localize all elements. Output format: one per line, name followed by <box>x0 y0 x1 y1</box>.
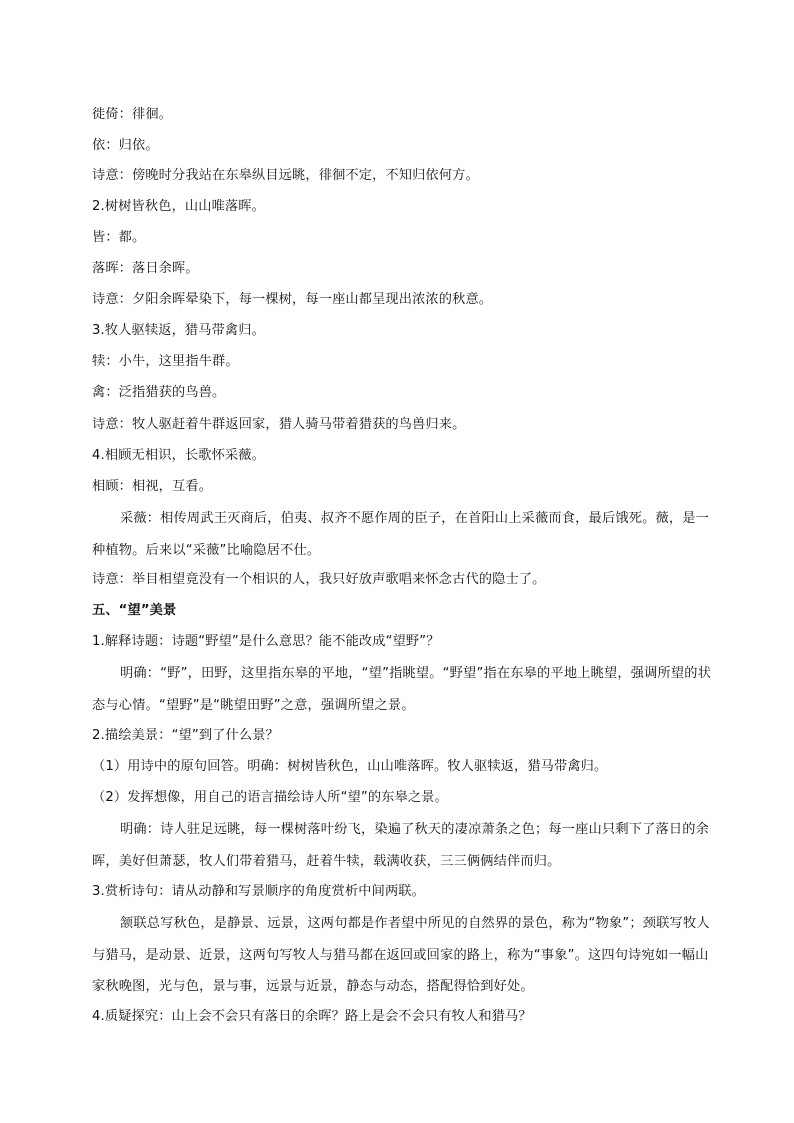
answer-1: 明确：“野”，田野，这里指东皋的平地，“望”指眺望。“野望”指在东皋的平地上眺望，强调所望的状态与心情。“望野”是“眺望田野”之意，强调所望之景。 <box>92 666 712 713</box>
section-heading: 五、“望”美景 <box>92 603 177 618</box>
note-caiwei: 采薇：相传周武王灭商后，伯夷、叔齐不愿作周的臣子，在首阳山上采薇而食，最后饿死。薇，是一种植物。后来以“采薇”比喻隐居不仕。 <box>92 511 710 558</box>
question-1: 1.解释诗题：诗题“野望”是什么意思？能不能改成“望野”？ <box>92 634 440 649</box>
answer-3: 颔联总写秋色，是静景、远景，这两句都是作者望中所见的自然界的景色，称为“物象”；颈联写牧人与猎马，是动景、近景，这两句写牧人与猎马都在返回或回家的路上，称为“事象”。这四句诗宛如一幅山家秋晚图，光与色，景与事，远景与近景，静态与动态，搭配得恰到好处。 <box>92 916 710 994</box>
note-xianggu: 相顾：相视，互看。 <box>92 479 213 494</box>
question-2: 2.描绘美景：“望”到了什么景？ <box>92 728 279 743</box>
note-jie: 皆：都。 <box>92 230 146 245</box>
question-4: 4.质疑探究：山上会不会只有落日的余晖？路上是会不会只有牧人和猎马？ <box>92 1009 532 1024</box>
note-yi: 依：归依。 <box>92 138 159 153</box>
note-du: 犊：小牛，这里指牛群。 <box>92 354 239 369</box>
note-luohui: 落晖：落日余晖。 <box>92 261 199 276</box>
question-3: 3.赏析诗句：请从动静和写景顺序的角度赏析中间两联。 <box>92 884 425 899</box>
verse-3: 3.牧人驱犊返，猎马带禽归。 <box>92 323 265 338</box>
poem-meaning-3: 诗意：牧人驱赶着牛群返回家，猎人骑马带着猎获的鸟兽归来。 <box>92 417 466 432</box>
question-2-part-2: （2）发挥想像，用自己的语言描绘诗人所“望”的东皋之景。 <box>92 790 448 805</box>
verse-4: 4.相顾无相识，长歌怀采薇。 <box>92 448 265 463</box>
note-xiyi: 徙倚：徘徊。 <box>92 107 173 122</box>
poem-meaning-4: 诗意：举目相望竟没有一个相识的人，我只好放声歌唱来怀念古代的隐士了。 <box>92 572 546 587</box>
verse-2: 2.树树皆秋色，山山唯落晖。 <box>92 199 265 214</box>
poem-meaning-1: 诗意：傍晚时分我站在东皋纵目远眺，徘徊不定，不知归依何方。 <box>92 168 479 183</box>
answer-2: 明确：诗人驻足远眺，每一棵树落叶纷飞，染遍了秋天的凄凉萧条之色；每一座山只剩下了落日的余晖，美好但萧瑟，牧人们带着猎马，赶着牛犊，载满收获，三三俩俩结伴而归。 <box>92 822 710 869</box>
question-2-part-1: （1）用诗中的原句回答。明确：树树皆秋色，山山唯落晖。牧人驱犊返，猎马带禽归。 <box>92 759 608 774</box>
note-qin: 禽：泛指猎获的鸟兽。 <box>92 385 226 400</box>
poem-meaning-2: 诗意：夕阳余晖晕染下，每一棵树，每一座山都呈现出浓浓的秋意。 <box>92 292 493 307</box>
